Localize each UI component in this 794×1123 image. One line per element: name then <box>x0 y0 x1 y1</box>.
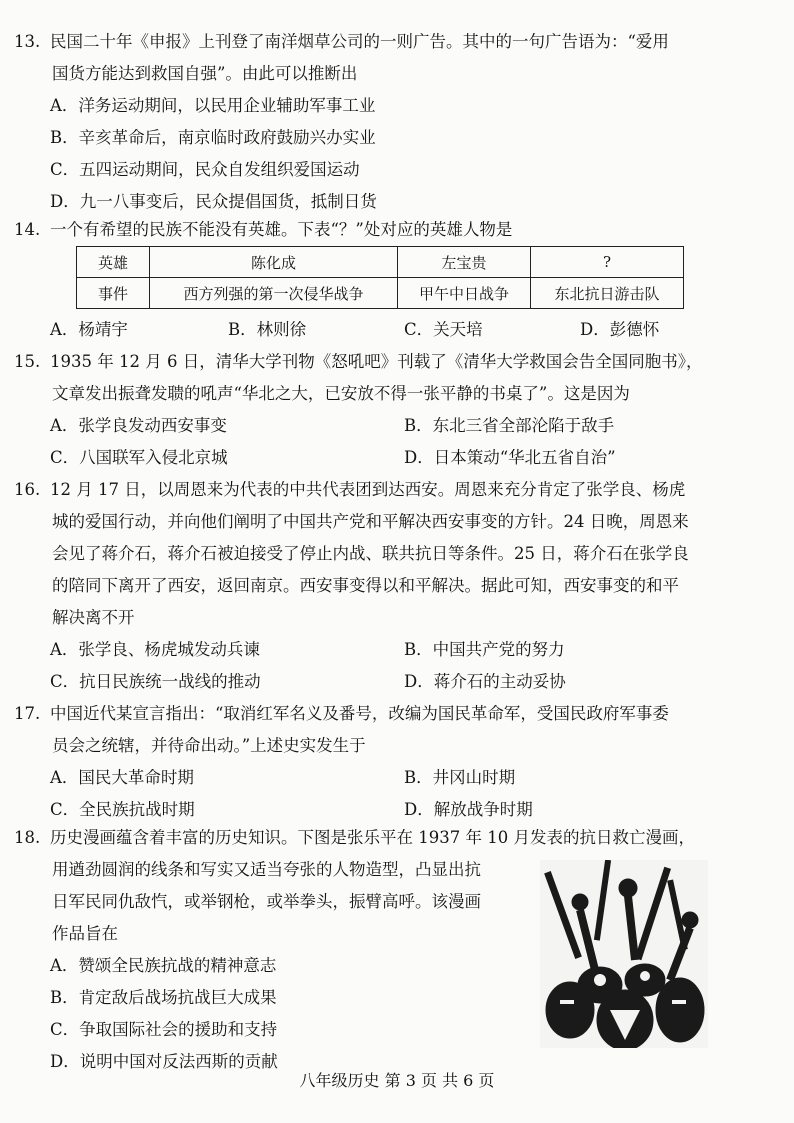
question-17-stem-line1: 中国近代某宣言指出：“取消红军名义及番号，改编为国民革命军，受国民政府军事委 <box>50 704 669 723</box>
question-14-option-a: A．杨靖宇 <box>50 320 128 339</box>
question-16-stem-line3: 会见了蒋介石，蒋介石被迫接受了停止内战、联共抗日等条件。25 日，蒋介石在张学良 <box>52 544 689 563</box>
hero-table-cell: 甲午中日战争 <box>398 278 531 309</box>
hero-table <box>76 246 684 309</box>
question-16-option-a: A．张学良、杨虎城发动兵谏 <box>50 640 260 659</box>
question-14-option-c: C．关天培 <box>404 320 483 339</box>
question-18-option-b: B．肯定敌后战场抗战巨大成果 <box>50 988 277 1007</box>
question-13-option-d: D．九一八事变后，民众提倡国货，抵制日货 <box>50 192 377 211</box>
question-17-stem-line2: 员会之统辖，并待命出动。”上述史实发生于 <box>52 736 366 755</box>
question-15-option-a: A．张学良发动西安事变 <box>50 416 227 435</box>
question-17-option-c: C．全民族抗战时期 <box>50 800 195 819</box>
hero-table-cell: ? <box>531 247 684 278</box>
question-18-option-d: D．说明中国对反法西斯的贡献 <box>50 1052 278 1071</box>
question-16-stem-line5: 解决离不开 <box>52 608 135 627</box>
hero-table-cell: 陈化成 <box>150 247 398 278</box>
question-16-option-d: D．蒋介石的主动妥协 <box>404 672 566 691</box>
hero-table-cell: 英雄 <box>77 247 150 278</box>
question-16-number: 16. <box>14 480 41 499</box>
hero-table-cell: 东北抗日游击队 <box>531 278 684 309</box>
question-15-option-b: B．东北三省全部沦陷于敌手 <box>404 416 615 435</box>
question-16-stem-line1: 12 月 17 日，以周恩来为代表的中共代表团到达西安。周恩来充分肯定了张学良、杨虎 <box>50 480 686 499</box>
hero-table-cell: 事件 <box>77 278 150 309</box>
question-13-stem-line1: 民国二十年《申报》上刊登了南洋烟草公司的一则广告。其中的一句广告语为：“爱用 <box>50 32 669 51</box>
question-14-stem-line1: 一个有希望的民族不能没有英雄。下表“？”处对应的英雄人物是 <box>50 220 513 239</box>
question-16-stem-line2: 城的爱国行动，并向他们阐明了中国共产党和平解决西安事变的方针。24 日晚，周恩来 <box>52 512 689 531</box>
question-18-stem-line3: 日军民同仇敌忾，或举钢枪，或举拳头，振臂高呼。该漫画 <box>52 892 481 911</box>
question-13-number: 13. <box>14 32 41 51</box>
question-18-stem-line1: 历史漫画蕴含着丰富的历史知识。下图是张乐平在 1937 年 10 月发表的抗日救亡漫画， <box>50 828 695 847</box>
hero-table-row-event <box>77 278 684 309</box>
question-14-option-d: D．彭德怀 <box>580 320 660 339</box>
question-13-option-b: B．辛亥革命后，南京临时政府鼓励兴办实业 <box>50 128 376 147</box>
question-17-number: 17. <box>14 704 41 723</box>
question-17-option-b: B．井冈山时期 <box>404 768 516 787</box>
question-18-option-c: C．争取国际社会的援助和支持 <box>50 1020 278 1039</box>
question-13-option-a: A．洋务运动期间，以民用企业辅助军事工业 <box>50 96 376 115</box>
hero-table-cell: 西方列强的第一次侵华战争 <box>150 278 398 309</box>
question-14-option-b: B．林则徐 <box>228 320 307 339</box>
anti-japanese-comic-illustration <box>540 860 708 1048</box>
question-15-option-c: C．八国联军入侵北京城 <box>50 448 228 467</box>
page-footer: 八年级历史 第 3 页 共 6 页 <box>299 1071 495 1090</box>
question-16-stem-line4: 的陪同下离开了西安，返回南京。西安事变得以和平解决。据此可知，西安事变的和平 <box>52 576 679 595</box>
question-16-option-c: C．抗日民族统一战线的推动 <box>50 672 261 691</box>
question-15-stem-line1: 1935 年 12 月 6 日，清华大学刊物《怒吼吧》刊载了《清华大学救国会告全国同胞书》， <box>50 352 703 371</box>
question-15-stem-line2: 文章发出振聋发聩的吼声“华北之大，已安放不得一张平静的书桌了”。这是因为 <box>52 384 630 403</box>
question-17-option-a: A．国民大革命时期 <box>50 768 194 787</box>
question-13-stem-line2: 国货方能达到救国自强”。由此可以推断出 <box>52 64 358 83</box>
question-18-option-a: A．赞颂全民族抗战的精神意志 <box>50 956 277 975</box>
question-18-stem-line4: 作品旨在 <box>52 924 118 943</box>
hero-table-cell: 左宝贵 <box>398 247 531 278</box>
question-13-option-c: C．五四运动期间，民众自发组织爱国运动 <box>50 160 360 179</box>
question-14-number: 14. <box>14 220 41 239</box>
hero-table-row-hero <box>77 247 684 278</box>
question-16-option-b: B．中国共产党的努力 <box>404 640 565 659</box>
question-15-number: 15. <box>14 352 41 371</box>
question-17-option-d: D．解放战争时期 <box>404 800 533 819</box>
question-15-option-d: D．日本策动“华北五省自治” <box>404 448 616 467</box>
question-18-number: 18. <box>14 828 41 847</box>
question-18-stem-line2: 用遒劲圆润的线条和写实又适当夸张的人物造型，凸显出抗 <box>52 860 481 879</box>
